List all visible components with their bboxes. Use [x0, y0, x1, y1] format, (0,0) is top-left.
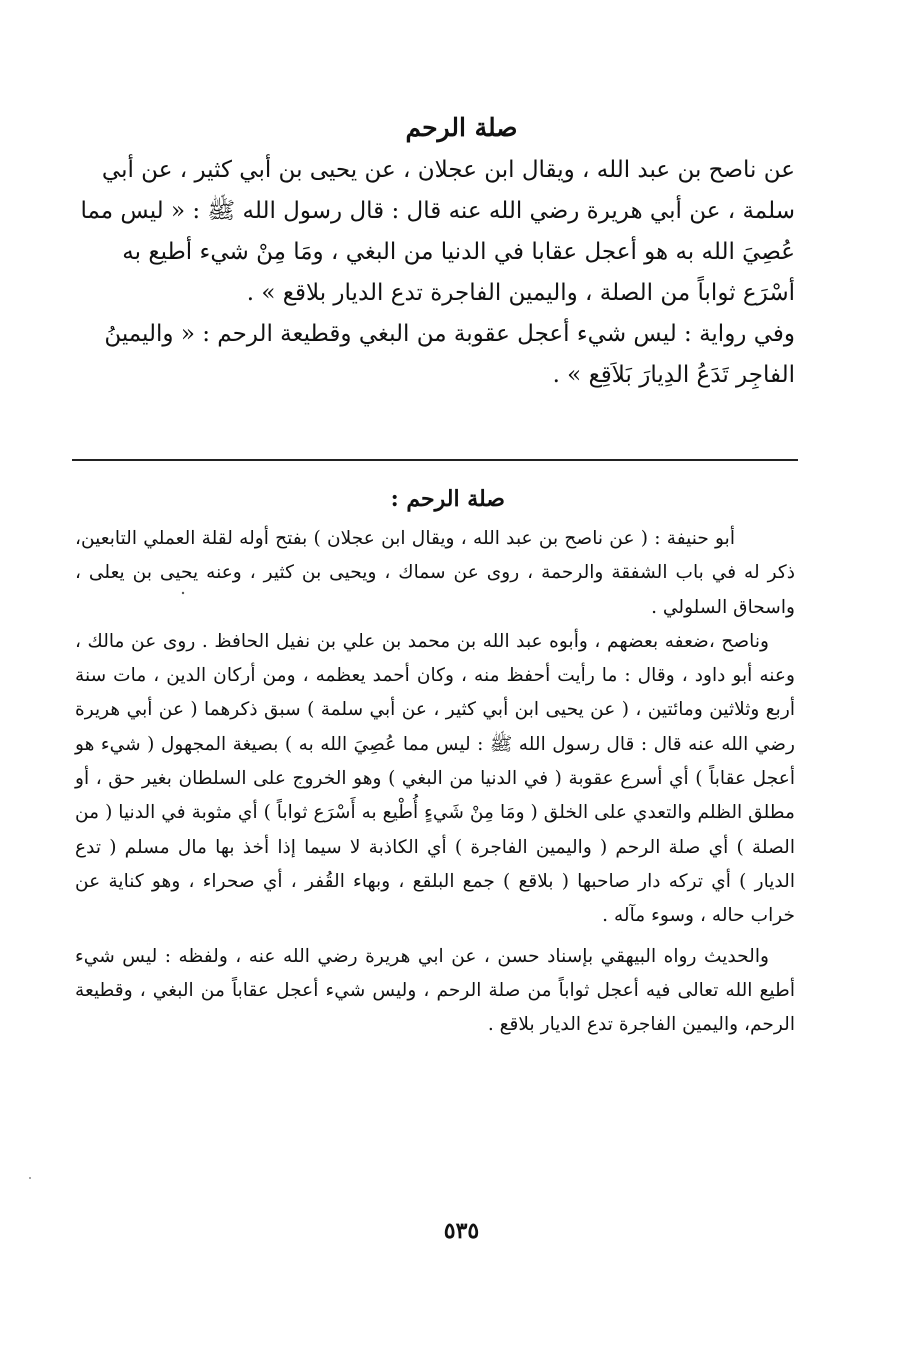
commentary-paragraph: أبو حنيفة : ( عن ناصح بن عبد الله ، ويقال ابن عجلان ) بفتح أوله لقلة العملي التابعين، ذكر له في باب الشفقة والرحمة ، روى عن سماك ، ويحيى بن كثير ، وعنه يحيى بن يعلى ، واسحاق السلولي .	[75, 528, 795, 618]
commentary-paragraph: وناصح ،ضعفه بعضهم ، وأبوه عبد الله بن محمد بن علي بن نفيل الحافظ . روى عن مالك ، وعنه أبو داود ، وقال : ما رأيت أحفظ منه ، وكان أحمد يعظمه ، ومن أركان الدين ، مات سنة أربع وثلاثين ومائتين ، ( عن يحيى ابن أبي كثير ، عن أبي سلمة ) سبق ذكرهما ( عن أبي هريرة رضي الله عنه قال : قال رسول الله ﷺ : ليس مما عُصِيَ الله به ) بصيغة المجهول ( شيء هو أعجل عقاباً ) أي أسرع عقوبة ( في الدنيا من البغي ) وهو الخروج على السلطان بغير حق ، أو مطلق الظلم والتعدي على الخلق ( ومَا مِنْ شَيءٍ أُطْيع به أَسْرَع ثواباً ) أي مثوبة في الدنيا ( من الصلة ) أي صلة الرحم ( واليمين الفاجرة ) أي الكاذبة لا سيما إذا أخذ بها مال مسلم ( تدع الديار ) أي تركه دار صاحبها ( بلاقع ) جمع البلقع ، وبهاء القُفر ، أي صحراء ، وهو كناية عن خراب حاله ، وسوء مآله .	[75, 630, 795, 927]
commentary-heading: صلة الرحم :	[390, 486, 505, 512]
commentary-paragraph: والحديث رواه البيهقي بإسناد حسن ، عن ابي هريرة رضي الله عنه ، ولفظه : ليس شيء أطيع الله تعالى فيه أعجل ثواباً من صلة الرحم ، وليس شيء أعجل عقاباً من البغي ، وقطيعة الرحم، واليمين الفاجرة تدع الديار بلاقع .	[75, 945, 795, 1036]
page-title: صلة الرحم	[405, 113, 518, 142]
ink-speck	[182, 592, 184, 594]
hadith-paragraph: عن ناصح بن عبد الله ، ويقال ابن عجلان ، عن يحيى بن أبي كثير ، عن أبي سلمة ، عن أبي هريرة رضي الله عنه قال : قال رسول الله ﷺ : « ليس مما عُصِيَ الله به هو أعجل عقابا في الدنيا من البغي ، ومَا مِنْ شيء أطيع به أسْرَع ثواباً من الصلة ، واليمين الفاجرة تدع الديار بلاقع » .	[80, 157, 795, 306]
hadith-variant-paragraph: وفي رواية : ليس شيء أعجل عقوبة من البغي وقطيعة الرحم : « واليمينُ الفاجِر تَدَعُ الدِيارَ بَلاَقِع » .	[104, 321, 795, 388]
ink-speck	[29, 1177, 31, 1179]
page-number: ٥٣٥	[443, 1218, 480, 1244]
